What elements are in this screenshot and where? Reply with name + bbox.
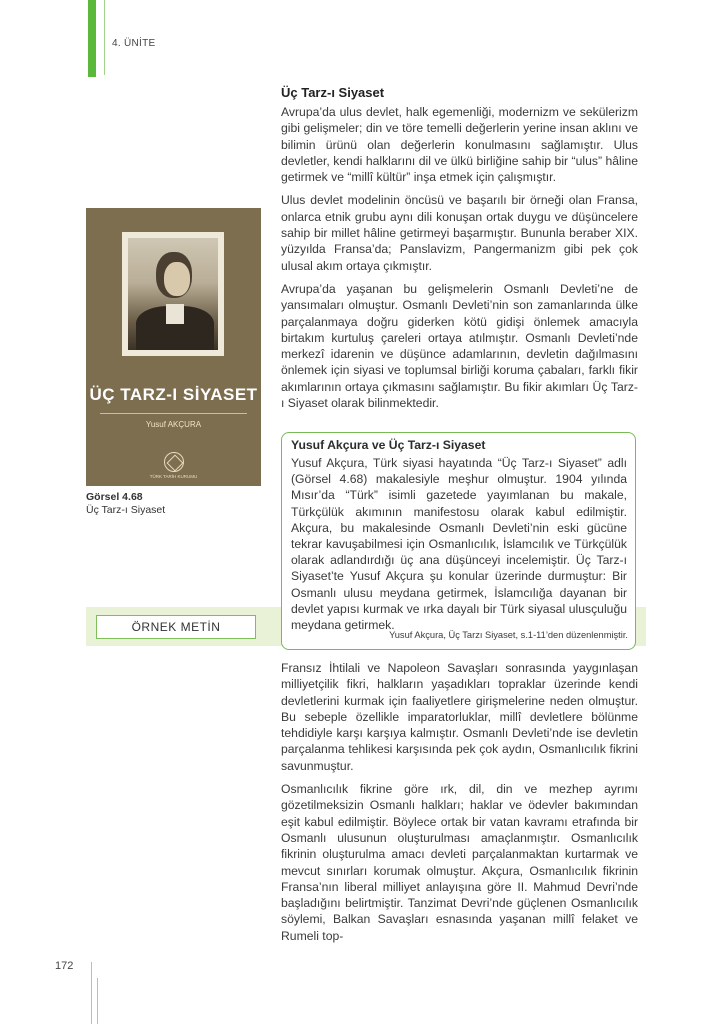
figure-caption [86, 491, 165, 517]
page-number: 172 [55, 960, 74, 972]
footer-accent-line [97, 978, 98, 1024]
section-title: Üç Tarz-ı Siyaset [281, 85, 385, 100]
paragraph: Avrupa’da ulus devlet, halk egemenliği, modernizm ve sekülerizm gibi gelişmeler; din ve töre temelli değerlerin yerine insan aklını ve bilimin ürünü olan değerlerin konulmasını sağlamıştır. Ulus devletler, kendi halklarını dil ve ülkü birliğine sahip bir “ulus” hâline getirmek ve “millî kültür” inşa etmek için çalışmıştır. [281, 105, 638, 185]
author-portrait [122, 232, 224, 356]
paragraph: Fransız İhtilali ve Napoleon Savaşları sonrasında yaygınlaşan milliyetçilik fikri, halkların yaşadıkları topraklar üzerinde kendi devletlerini kurmak için faaliyetlere girişmelerine neden olmuştur. Bu sebeple özellikle imparatorluklar, millî devletlere bölünme tehdidiyle karşı karşıya kalmıştır. Osmanlı Devleti’nde ise devletin parçalanma tehlikesi karşısında pek çok aydın, Osmanlıcılık fikrini savunmuştur. [281, 661, 638, 773]
book-author: Yusuf AKÇURA [145, 420, 202, 429]
lower-body [281, 660, 638, 944]
sample-text-label: ÖRNEK METİN [96, 615, 256, 639]
section-body [281, 104, 638, 411]
publisher-logo-icon [164, 452, 184, 472]
book-title: ÜÇ TARZ-I SİYASET [89, 385, 258, 404]
chapter-accent-line [104, 0, 105, 75]
paragraph: Ulus devlet modelinin öncüsü ve başarılı bir örneği olan Fransa, onlarca etnik grubu aynı dili konuşan ortak duygu ve düşüncelere sahip bir millet hâline getirmeyi başarmıştır. Bununla beraber XIX. yüzyılda Fransa’da; Panslavizm, Pangermanizm gibi pek çok ulusal akım ortaya çıkmıştır. [281, 193, 638, 273]
footer-accent-line [91, 962, 92, 1024]
book-publisher: TÜRK TARİH KURUMU [149, 474, 198, 479]
book-cover-image [86, 208, 261, 486]
info-box-source: Yusuf Akçura, Üç Tarzı Siyaset, s.1-11’den düzenlenmiştir. [389, 630, 628, 640]
paragraph: Osmanlıcılık fikrine göre ırk, dil, din ve mezhep ayrımı gözetilmeksizin Osmanlı halkları; haklar ve ödevler bakımından eşit kabul edilmiştir. Böylece ortak bir vatan kavramı etrafında bir Osmanlı ulusunun oluşturulması amaçlanmıştır. Osmanlıcılık fikrinin oluşturulma amacı devleti parçalanmaktan kurtarmak ve mevcut sınırları korumak olmuştur. Akçura, Osmanlıcılık fikrinin Fransa’nın liberal milliyet anlayışına göre II. Mahmud Devri’nde başladığını belirtmiştir. Tanzimat Devri’nde güçlenen Osmanlıcılık söylemi, Balkan Savaşları esnasında yaşanan millî felaket ve Rumeli top- [281, 782, 638, 943]
divider [100, 413, 247, 414]
info-box-text: Yusuf Akçura, Türk siyasi hayatında “Üç Tarz-ı Siyaset” adlı (Görsel 4.68) makalesiyle meşhur olmuştur. 1904 yılında Mısır’da “Türk” isimli gazetede yayımlanan bu makale, Türkçülük akımının manifestosu olarak kabul edilmiştir. Akçura, bu makalesinde Osmanlı Devleti’nin eski gücüne tekrar kavuşabilmesi için Osmanlıcılık, İslamcılık ve Türkçülük olarak adlandırdığı üç ana düşünceyi incelemiştir. Üç Tarz-ı Siyaset’te Yusuf Akçura şu konular üzerinde durmuştur: Bir Osmanlı ulusu meydana getirmek, İslamcılığa dayanan bir devlet yapısı kurmak ve ırka dayalı bir Türk siyasal ulusçuluğu meydana getirmek. [291, 456, 627, 633]
figure-caption-text: Üç Tarz-ı Siyaset [86, 504, 166, 516]
info-box-title: Yusuf Akçura ve Üç Tarz-ı Siyaset [291, 438, 486, 452]
paragraph: Avrupa’da yaşanan bu gelişmelerin Osmanlı Devleti’ne de yansımaları olmuştur. Osmanlı Devleti’nin son zamanlarında ülke parçalanmaya doğru giderken kötü gidişi önlemek amacıyla birtakım kurtuluş çareleri ortaya atılmıştır. Osmanlı Devleti’nde merkezî idarenin ve düşünce adamlarının, devletin dağılmasını önlemek için siyasi ve toplumsal birliği koruma çabaları, farklı fikir akımlarının ortaya çıkmasını sağlamıştır. Bu fikir akımları Üç Tarz-ı Siyaset olarak bilinmektedir. [281, 281, 638, 411]
chapter-accent-bar [88, 0, 96, 77]
figure-label: Görsel 4.68 [86, 491, 143, 503]
unit-label: 4. ÜNİTE [112, 38, 156, 49]
info-box [281, 432, 636, 650]
